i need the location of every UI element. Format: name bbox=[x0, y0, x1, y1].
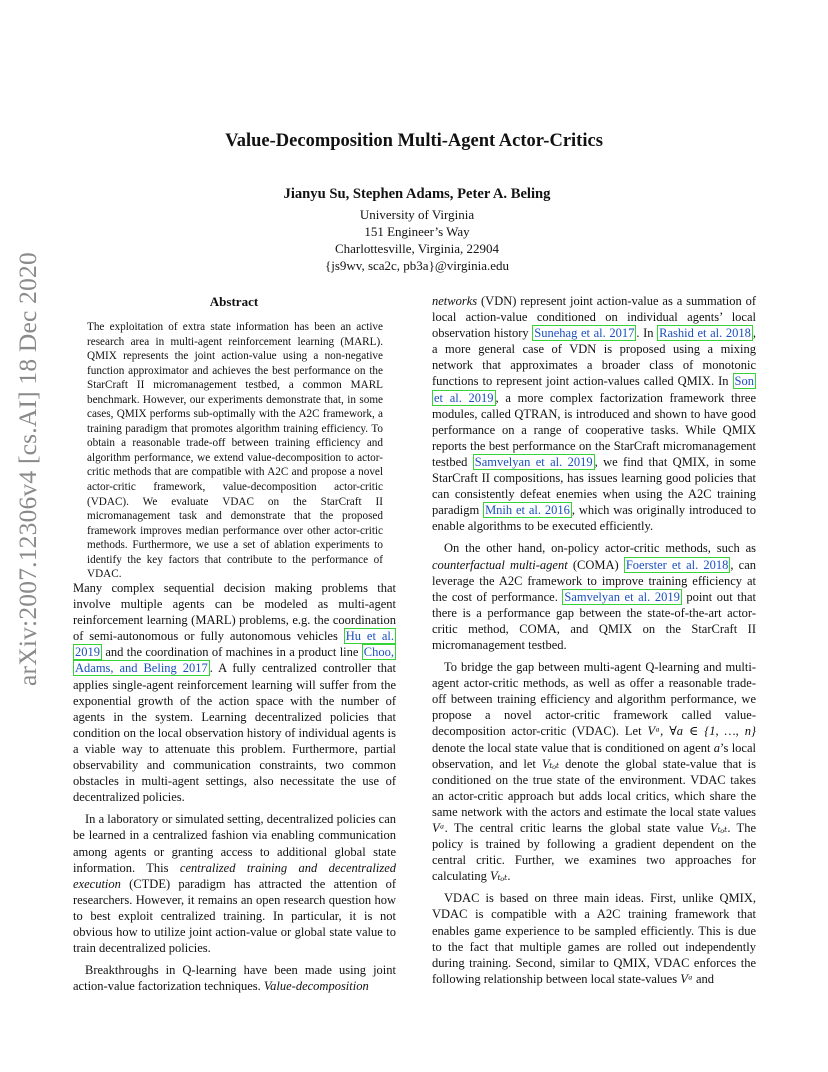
text-run: ’s local observation, and let bbox=[432, 740, 756, 771]
text-run: . bbox=[507, 869, 511, 884]
math-expression: Vₜₒₜ bbox=[709, 821, 728, 835]
text-run: , we find that QMIX, in some StarCraft II compositions, has issues learning good policies that can consistently defeat enemies when using the A2C training paradigm bbox=[432, 454, 756, 518]
text-run: In a laboratory or simulated setting, decentralized policies can be learned in a centralized fashion via enabling communication among agents or granting access to additional global state information. This bbox=[73, 812, 396, 875]
text-run: To bridge the gap between multi-agent Q-learning and multi-agent actor-critic methods, as well as offer a reasonable trade-off between training efficiency and algorithm performance, we propose a novel actor-critic framework called value-decomposition actor-critic (VDAC). Let bbox=[432, 660, 756, 739]
intro-paragraph-4 bbox=[432, 293, 756, 534]
affiliation-block bbox=[0, 206, 828, 274]
intro-paragraph-1 bbox=[73, 580, 396, 805]
text-run: Many complex sequential decision making problems that involve multiple agents can be modeled as multi-agent reinforcement learning (MARL) problems, e.g. the coordination of semi-autonomous or fully autonomous vehicles bbox=[73, 581, 396, 644]
text-run: . The central critic learns the global state value bbox=[444, 821, 710, 835]
intro-paragraph-7 bbox=[432, 890, 756, 987]
arxiv-identifier: arXiv:2007.12306v4 [cs.AI] 18 Dec 2020 bbox=[13, 252, 42, 686]
paper-title: Value-Decomposition Multi-Agent Actor-Critics bbox=[225, 131, 603, 151]
citation-link[interactable]: Mnih et al. 2016 bbox=[485, 503, 570, 518]
left-column-body bbox=[73, 580, 396, 1000]
right-column-body bbox=[432, 293, 756, 993]
emphasis-text: Value-decomposition bbox=[263, 979, 369, 994]
citation-link[interactable]: Foerster et al. 2018 bbox=[625, 557, 729, 572]
text-run: On the other hand, on-policy actor-critic methods, such as bbox=[444, 541, 756, 556]
intro-paragraph-5 bbox=[432, 540, 756, 653]
intro-paragraph-2 bbox=[73, 811, 396, 956]
citation-link[interactable]: Samvelyan et al. 2019 bbox=[564, 589, 680, 604]
emphasis-text: networks bbox=[432, 294, 478, 308]
text-run: . In bbox=[636, 326, 658, 341]
text-run: denote the global state-value that is conditioned on the true state of the environment. VDAC takes an actor-critic approach but adds local critics, which share the same network with the actors and estimate the local state values bbox=[432, 756, 756, 819]
citation-link[interactable]: Choo, Adams, and Beling 2017 bbox=[75, 645, 394, 676]
math-expression: Vᵃ, ∀a ∈ {1, …, n} bbox=[647, 724, 756, 739]
affiliation-emails: {js9wv, sca2c, pb3a}@virginia.edu bbox=[324, 258, 510, 273]
text-run: , a more complex factorization framework three modules, called QTRAN, is introduced and shown to have good performance on a range of cooperative tasks. While QMIX reports the best performance on the StarCraft micromanagement testbed bbox=[432, 390, 756, 469]
text-run: Breakthroughs in Q-learning have been made using joint action-value factorization techniques. bbox=[73, 963, 396, 994]
citation-link[interactable]: Son et al. 2019 bbox=[434, 374, 754, 405]
text-run: and the coordination of machines in a product line bbox=[102, 645, 362, 660]
math-expression: Vᵃ bbox=[432, 821, 445, 835]
citation-link[interactable]: Samvelyan et al. 2019 bbox=[474, 454, 593, 469]
math-expression: Vₜₒₜ bbox=[541, 756, 560, 771]
text-run: , which was originally introduced to enable algorithms to be executed efficiently. bbox=[432, 503, 756, 534]
text-run: . A fully centralized controller that applies single-agent reinforcement learning will suffer from the exponential growth of the action space with the number of agents in the system. Learning decentralized policies that condition on the local observation history of individual agents is a viable way to attenuate this problem. Furthermore, partial observability and communication constraints, two common obstacles in multi-agent settings, also necessitate the use of decentralized policies. bbox=[73, 661, 396, 805]
text-run: (COMA) bbox=[567, 557, 624, 572]
abstract-text: The exploitation of extra state information has been an active research area in multi-agent reinforcement learning (MARL). QMIX represents the joint action-value using a non-negative function approximator and achieves the best performance on the StarCraft II micromanagement testbed, a common MARL benchmark. However, our experiments demonstrate that, in some cases, QMIX performs sub-optimally with the A2C framework, a training paradigm that promotes algorithm training efficiency. To obtain a reasonable trade-off between training efficiency and algorithm performance, we extend value-decomposition to actor-critic methods that are compatible with A2C and propose a novel actor-critic framework, value-decomposition actor-critic (VDAC). We evaluate VDAC on the StarCraft II micromanagement task and demonstrate that the proposed framework improves median performance over other actor-critic methods. Furthermore, we use a set of ablation experiments to identify the key factors that contribute to the performance of VDAC. bbox=[87, 321, 383, 581]
text-run: VDAC is based on three main ideas. First, unlike QMIX, VDAC is compatible with a A2C training framework that enables game experience to be sampled efficiently. This is due to the fact that multiple games are rolled out independently during training. Second, similar to QMIX, VDAC enforces the following relationship between local state-values bbox=[432, 891, 756, 986]
text-run: , can leverage the A2C framework to improve training efficiency at the cost of performance. bbox=[432, 557, 756, 604]
text-run: denote the local state value that is conditioned on agent bbox=[432, 740, 714, 755]
math-expression: Vₜₒₜ bbox=[489, 869, 508, 884]
citation-link[interactable]: Sunehag et al. 2017 bbox=[534, 326, 635, 341]
affiliation-city: Charlottesville, Virginia, 22904 bbox=[334, 241, 500, 256]
text-run: . The policy is trained by following a gradient dependent on the central critic. Further, we examines two approaches for calculating bbox=[432, 821, 756, 884]
intro-paragraph-6 bbox=[432, 659, 756, 884]
text-run: point out that there is a performance gap between the state-of-the-art actor-critic method, COMA, and QMIX on the StarCraft II micromanagement testbed. bbox=[432, 589, 756, 652]
paper-authors: Jianyu Su, Stephen Adams, Peter A. Beling bbox=[283, 186, 551, 202]
text-run: and bbox=[692, 971, 714, 986]
emphasis-text: centralized training and decentralized execution bbox=[73, 860, 396, 891]
affiliation-university: University of Virginia bbox=[359, 207, 475, 222]
citation-link[interactable]: Rashid et al. 2018 bbox=[659, 326, 751, 341]
text-run: (CTDE) paradigm has attracted the attention of researchers. However, it remains an open research question how to best exploit centralized training. In particular, it is not obvious how to utilize joint action-value or global state value to train decentralized policies. bbox=[73, 876, 396, 956]
intro-paragraph-3 bbox=[73, 962, 396, 994]
math-expression: a bbox=[713, 740, 721, 755]
math-expression: Vᵃ bbox=[680, 971, 693, 986]
text-run: , a more general case of VDN is proposed using a mixing network that approximates a broader class of monotonic functions to represent joint action-values called QMIX. In bbox=[432, 326, 757, 389]
affiliation-street: 151 Engineer’s Way bbox=[364, 224, 470, 239]
abstract-heading: Abstract bbox=[209, 294, 259, 309]
emphasis-text: counterfactual multi-agent bbox=[432, 557, 568, 572]
text-run: (VDN) represent joint action-value as a summation of local action-value conditioned on individual agents’ local observation history bbox=[432, 294, 756, 341]
citation-link[interactable]: Hu et al. 2019 bbox=[75, 629, 394, 660]
